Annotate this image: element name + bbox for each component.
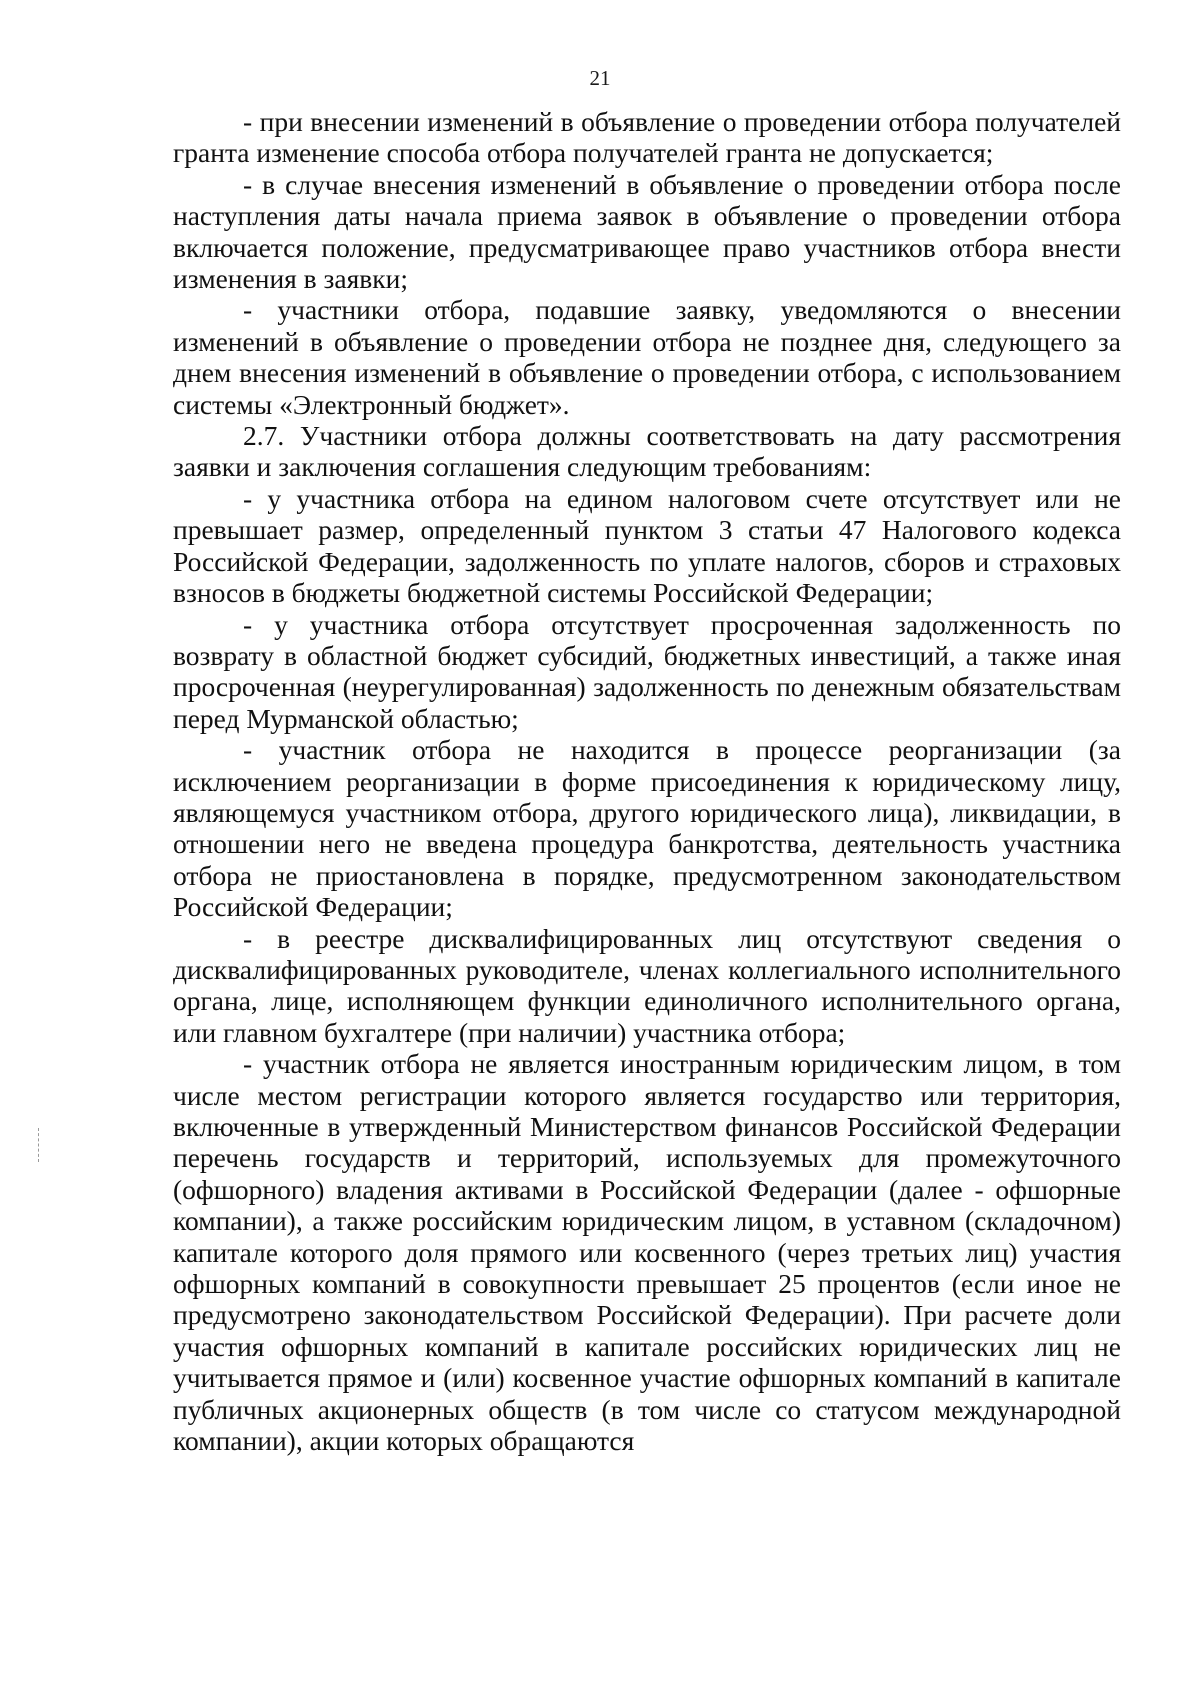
paragraph-tax-debt: - у участника отбора на едином налоговом счете отсутствует или не превышает размер, определенный пунктом 3 статьи 47 Налогового кодекса Российской Федерации, задолженность по уплате налогов, сборов и страховых взносов в бюджеты бюджетной системы Российской Федерации; [173, 482, 1121, 609]
paragraph-section-2-7: 2.7. Участники отбора должны соответствовать на дату рассмотрения заявки и заключения соглашения следующим требованиям: [173, 420, 1121, 483]
page-number: 21 [589, 66, 611, 90]
paragraph-application-changes: - в случае внесения изменений в объявление о проведении отбора после наступления даты начала приема заявок в объявление о проведении отбора включается положение, предусматривающее право участников отбора внести изменения в заявки; [173, 168, 1121, 295]
paragraph-offshore-companies: - участник отбора не является иностранным юридическим лицом, в том числе местом регистрации которого является государство или территория, включенные в утвержденный Министерством финансов Российской Федерации перечень государств и территорий, используемых для промежуточного (офшорного) владения активами в Российской Федерации (далее - офшорные компании), а также российским юридическим лицом, в уставном (складочном) капитале которого доля прямого или косвенного (через третьих лиц) участия офшорных компаний в совокупности превышает 25 процентов (если иное не предусмотрено законодательством Российской Федерации). При расчете доли участия офшорных компаний в капитале российских юридических лиц не учитывается прямое и (или) косвенное участие офшорных компаний в капитале публичных акционерных обществ (в том числе со статусом международной компании), акции которых обращаются [173, 1048, 1121, 1457]
paragraph-reorganization: - участник отбора не находится в процессе реорганизации (за исключением реорганизации в форме присоединения к юридическому лицу, являющемуся участником отбора, другого юридического лица), ликвидации, в отношении него не введена процедура банкротства, деятельность участника отбора не приостановлена в порядке, предусмотренном законодательством Российской Федерации; [173, 734, 1121, 923]
paragraph-overdue-debt: - у участника отбора отсутствует просроченная задолженность по возврату в областной бюджет субсидий, бюджетных инвестиций, а также иная просроченная (неурегулированная) задолженность по денежным обязательствам перед Мурманской областью; [173, 608, 1121, 734]
paragraph-participant-notification: - участники отбора, подавшие заявку, уведомляются о внесении изменений в объявление о проведении отбора не позднее дня, следующего за днем внесения изменений в объявление о проведении отбора, с использованием системы «Электронный бюджет». [173, 294, 1121, 420]
paragraph-grant-selection-method: - при внесении изменений в объявление о проведении отбора получателей гранта изменение способа отбора получателей гранта не допускается; [173, 106, 1121, 169]
document-body [173, 106, 1121, 1456]
paragraph-disqualified-persons: - в реестре дисквалифицированных лиц отсутствуют сведения о дисквалифицированных руководителе, членах коллегиального исполнительного органа, лице, исполняющем функции единоличного исполнительного органа, или главном бухгалтере (при наличии) участника отбора; [173, 922, 1121, 1048]
scan-artifact-line [38, 1128, 39, 1162]
